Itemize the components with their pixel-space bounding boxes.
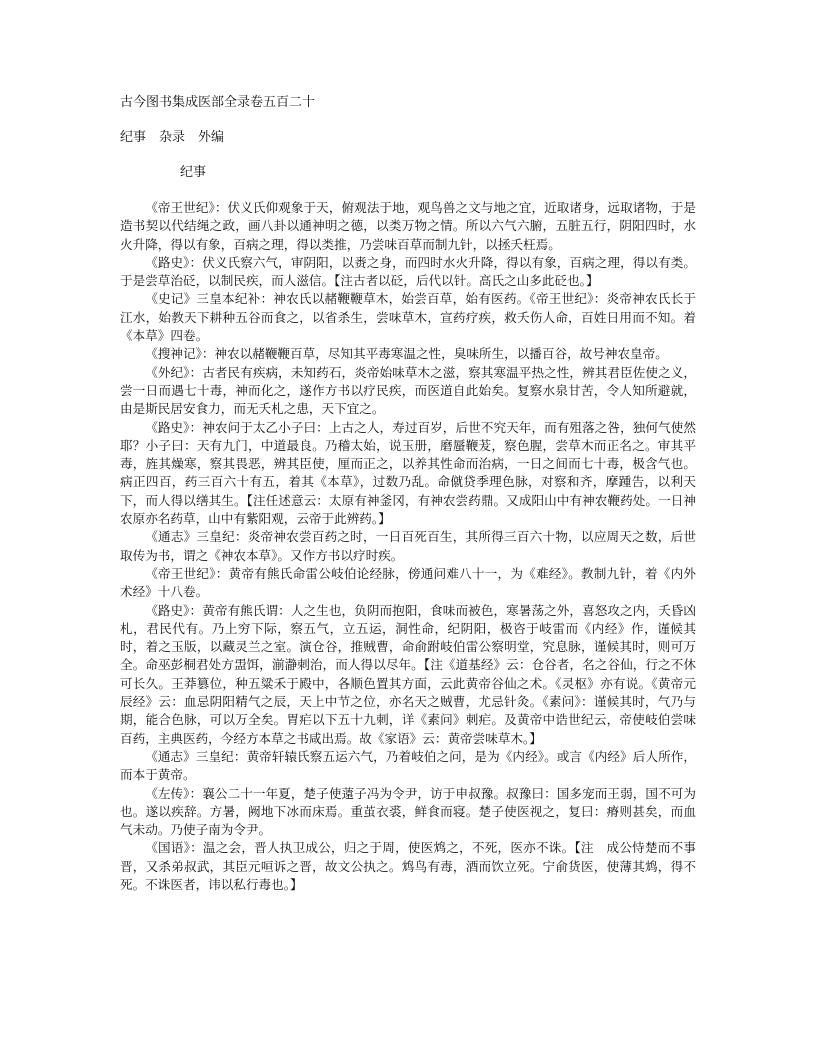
paragraph: 《通志》三皇纪：黄帝轩辕氏察五运六气，乃着岐伯之问，是为《内经》。或言《内经》后人所作，而本于黄帝。 xyxy=(120,748,696,783)
document-title: 古今图书集成医部全录卷五百二十 xyxy=(120,95,316,110)
subsection-heading: 纪事 xyxy=(180,165,207,180)
paragraph: 《路史》：伏义氏察六气，审阴阳，以赉之身，而四时水火升降，得以有象，百病之理，得以有类。于是尝草治砭，以制民疾，而人滋信。【注古者以砭，后代以针。高氏之山多此砭也。】 xyxy=(120,254,696,289)
section-heading: 纪事 杂录 外编 xyxy=(120,130,225,145)
paragraph: 《帝王世纪》：黄帝有熊氏命雷公岐伯论经脉，傍通问难八十一，为《难经》。教制九针，着《内外术经》十八卷。 xyxy=(120,565,696,600)
paragraph: 《帝王世纪》：伏义氏仰观象于天，俯观法于地，观鸟兽之文与地之宜，近取诸身，远取诸物，于是造书契以代结绳之政，画八卦以通神明之德，以类万物之情。所以六气六腑，五脏五行，阴阳四时，水火升降，得以有象，百病之理，得以类推，乃尝味百草而制九针，以拯夭枉焉。 xyxy=(120,200,696,252)
paragraph: 《通志》三皇纪：炎帝神农尝百药之时，一日百死百生，其所得三百六十物，以应周天之数，后世取传为书，谓之《神农本草》。又作方书以疗时疾。 xyxy=(120,529,696,563)
paragraph: 《路史》：黄帝有熊氏谓：人之生也，负阴而抱阳，食味而被色，寒暑荡之外，喜怒攻之内，夭昏凶札，君民代有。乃上穷下际，察五气，立五运，洞性命，纪阴阳，极咨于岐雷而《内经》作，谨候其时，着之玉版，以藏灵兰之室。演仓谷，推贼曹，命俞跗岐伯雷公察明堂，究息脉，谨候其时，则可万全。命巫彭桐君处方盄饵，湔瀞刺治，而人得以尽年。【注《道基经》云：仓谷者，名之谷仙，行之不休可长久。王莽篡位，种五粱禾于殿中，各顺色置其方面，云此黄帝谷仙之术。《灵枢》亦有说。《黄帝元辰经》云：血忌阴阳精气之辰，天上中节之位，亦名天之贼曹，尤忌针灸。《素问》：谨候其时，气乃与期，能合色脉，可以万全矣。胃疟以下五十九刺，详《素问》刺疟。及黄帝中诰世纪云，帝使岐伯尝味百药，主典医药，今经方本草之书咸出焉。故《家语》云：黄帝尝味草木。】 xyxy=(120,602,696,746)
paragraph: 《左传》：襄公二十一年夏，楚子使薳子冯为令尹，访于申叔豫。叔豫曰：国多宠而王弱，国不可为也。遂以疾辞。方暑，阙地下冰而床焉。重茧衣裘，鲜食而寝。楚子使医视之，复曰：瘠则甚矣，而血气未动。乃使子南为令尹。 xyxy=(120,785,696,838)
paragraph: 《路史》：神农问于太乙小子曰：上古之人，寿过百岁，后世不究天年，而有殂落之咎，独何气使然耶？小子曰：天有九门，中道最良。乃稽太始，说玉册，磨蜃鞭茇，察色腥，尝草木而正名之。审其平毒，旌其燥寒，察其畏恶，辨其臣使，厘而正之，以养其性命而治病，一日之间而七十毒，极含气也。病正四百，药三百六十有五，着其《本草》，过数乃乱。命僦贷季理色脉，对察和齐，摩踵告，以利天下，而人得以缮其生。【注任述意云：太原有神釜冈，有神农尝药鼎。又成阳山中有神农鞭药处。一日神农原亦名药草，山中有紫阳观，云帝于此辨药。】 xyxy=(120,419,696,527)
paragraph: 《外纪》：古者民有疾病，未知药石，炎帝始味草木之滋，察其寒温平热之性，辨其君臣佐使之义，尝一日而遇七十毒，神而化之，遂作方书以疗民疾，而医道自此始矣。复察水泉甘苦，令人知所避就，由是斯民居安食力，而无夭札之患，天下宜之。 xyxy=(120,364,696,417)
document-body xyxy=(120,199,696,894)
document-page xyxy=(120,94,696,894)
paragraph: 《搜神记》：神农以赭鞭鞭百草，尽知其平毒寒温之性，臭味所生，以播百谷，故号神农皇帝。 xyxy=(145,346,668,362)
paragraph: 《国语》：温之会，晋人执卫成公，归之于周，使医鸩之，不死，医亦不诛。【注 成公恃楚而不事晋，又杀弟叔武，其臣元咺诉之晋，故文公执之。鸩鸟有毒，酒而饮立死。宁俞货医，使薄其鸩，得不死。不诛医者，讳以私行毒也。】 xyxy=(120,840,696,892)
paragraph: 《史记》三皇本纪补：神农氏以赭鞭鞭草木，始尝百草，始有医药。《帝王世纪》：炎帝神农氏长于江水，始教天下耕种五谷而食之，以省杀生，尝味草木，宣药疗疾，救夭伤人命，百姓日用而不知。着《本草》四卷。 xyxy=(120,291,696,344)
